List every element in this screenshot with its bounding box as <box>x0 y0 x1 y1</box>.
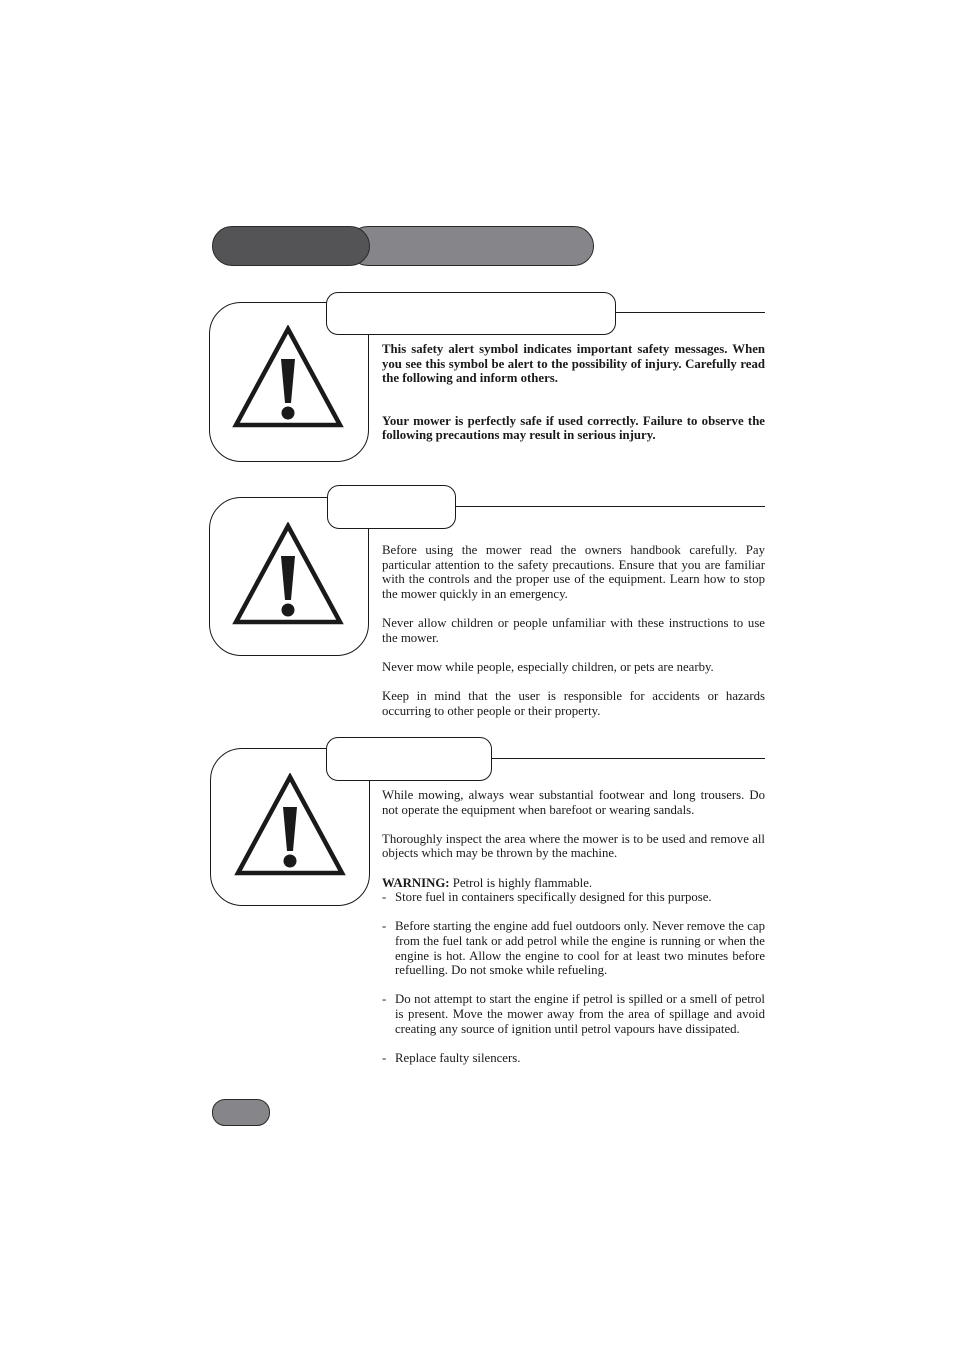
children-paragraph: Never allow children or people unfamiliar with these instructions to use the mower. <box>382 615 765 645</box>
warning-triangle-icon <box>234 773 346 877</box>
section-text-3 <box>382 788 765 1080</box>
warning-triangle-icon <box>232 325 344 429</box>
section-text-2 <box>382 543 765 733</box>
section-heading-1 <box>326 292 616 335</box>
section-text-1 <box>382 342 765 458</box>
list-item: - Before starting the engine add fuel outdoors only. Never remove the cap from the fuel tank or add petrol while the engine is running or when the engine is hot. Allow the engine to cool for at least two minutes before refuelling. Do not smoke while refueling. <box>382 919 765 978</box>
warning-text: Petrol is highly flammable. <box>449 875 593 890</box>
safe-use-paragraph: Your mower is perfectly safe if used correctly. Failure to observe the following precautions may result in serious injury. <box>382 413 765 443</box>
handbook-paragraph: Before using the mower read the owners handbook carefully. Pay particular attention to the safety precautions. Ensure that you are familiar with the controls and the proper use of the equipment. Learn how to stop the mower quickly in an emergency. <box>382 543 765 601</box>
warning-triangle-icon <box>232 522 344 626</box>
page-number-badge <box>212 1099 270 1126</box>
footwear-paragraph: While mowing, always wear substantial footwear and long trousers. Do not operate the equipment when barefoot or wearing sandals. <box>382 788 765 817</box>
section-rule-3 <box>490 758 765 759</box>
section-rule-1 <box>614 312 765 313</box>
warning-line <box>382 876 765 891</box>
bystanders-paragraph: Never mow while people, especially children, or pets are nearby. <box>382 659 714 674</box>
list-item: - Do not attempt to start the engine if petrol is spilled or a smell of petrol is present. Move the mower away from the area of spillage and avoid creating any source of ignition until petrol vapours have dissipated. <box>382 992 765 1036</box>
section-heading-2 <box>327 485 456 529</box>
section-heading-3 <box>326 737 492 781</box>
section-rule-2 <box>454 506 765 507</box>
inspect-area-paragraph: Thoroughly inspect the area where the mower is to be used and remove all objects which may be thrown by the machine. <box>382 831 765 861</box>
responsibility-paragraph: Keep in mind that the user is responsible for accidents or hazards occurring to other people or their property. <box>382 688 765 718</box>
safety-symbol-paragraph: This safety alert symbol indicates important safety messages. When you see this symbol be alert to the possibility of injury. Carefully read the following and inform others. <box>382 342 765 386</box>
warning-label: WARNING: <box>382 875 450 890</box>
list-item: - Store fuel in containers specifically designed for this purpose. <box>382 890 712 905</box>
header-tab-section <box>212 226 370 266</box>
list-item: - Replace faulty silencers. <box>382 1050 521 1065</box>
header-tab-title <box>348 226 594 266</box>
